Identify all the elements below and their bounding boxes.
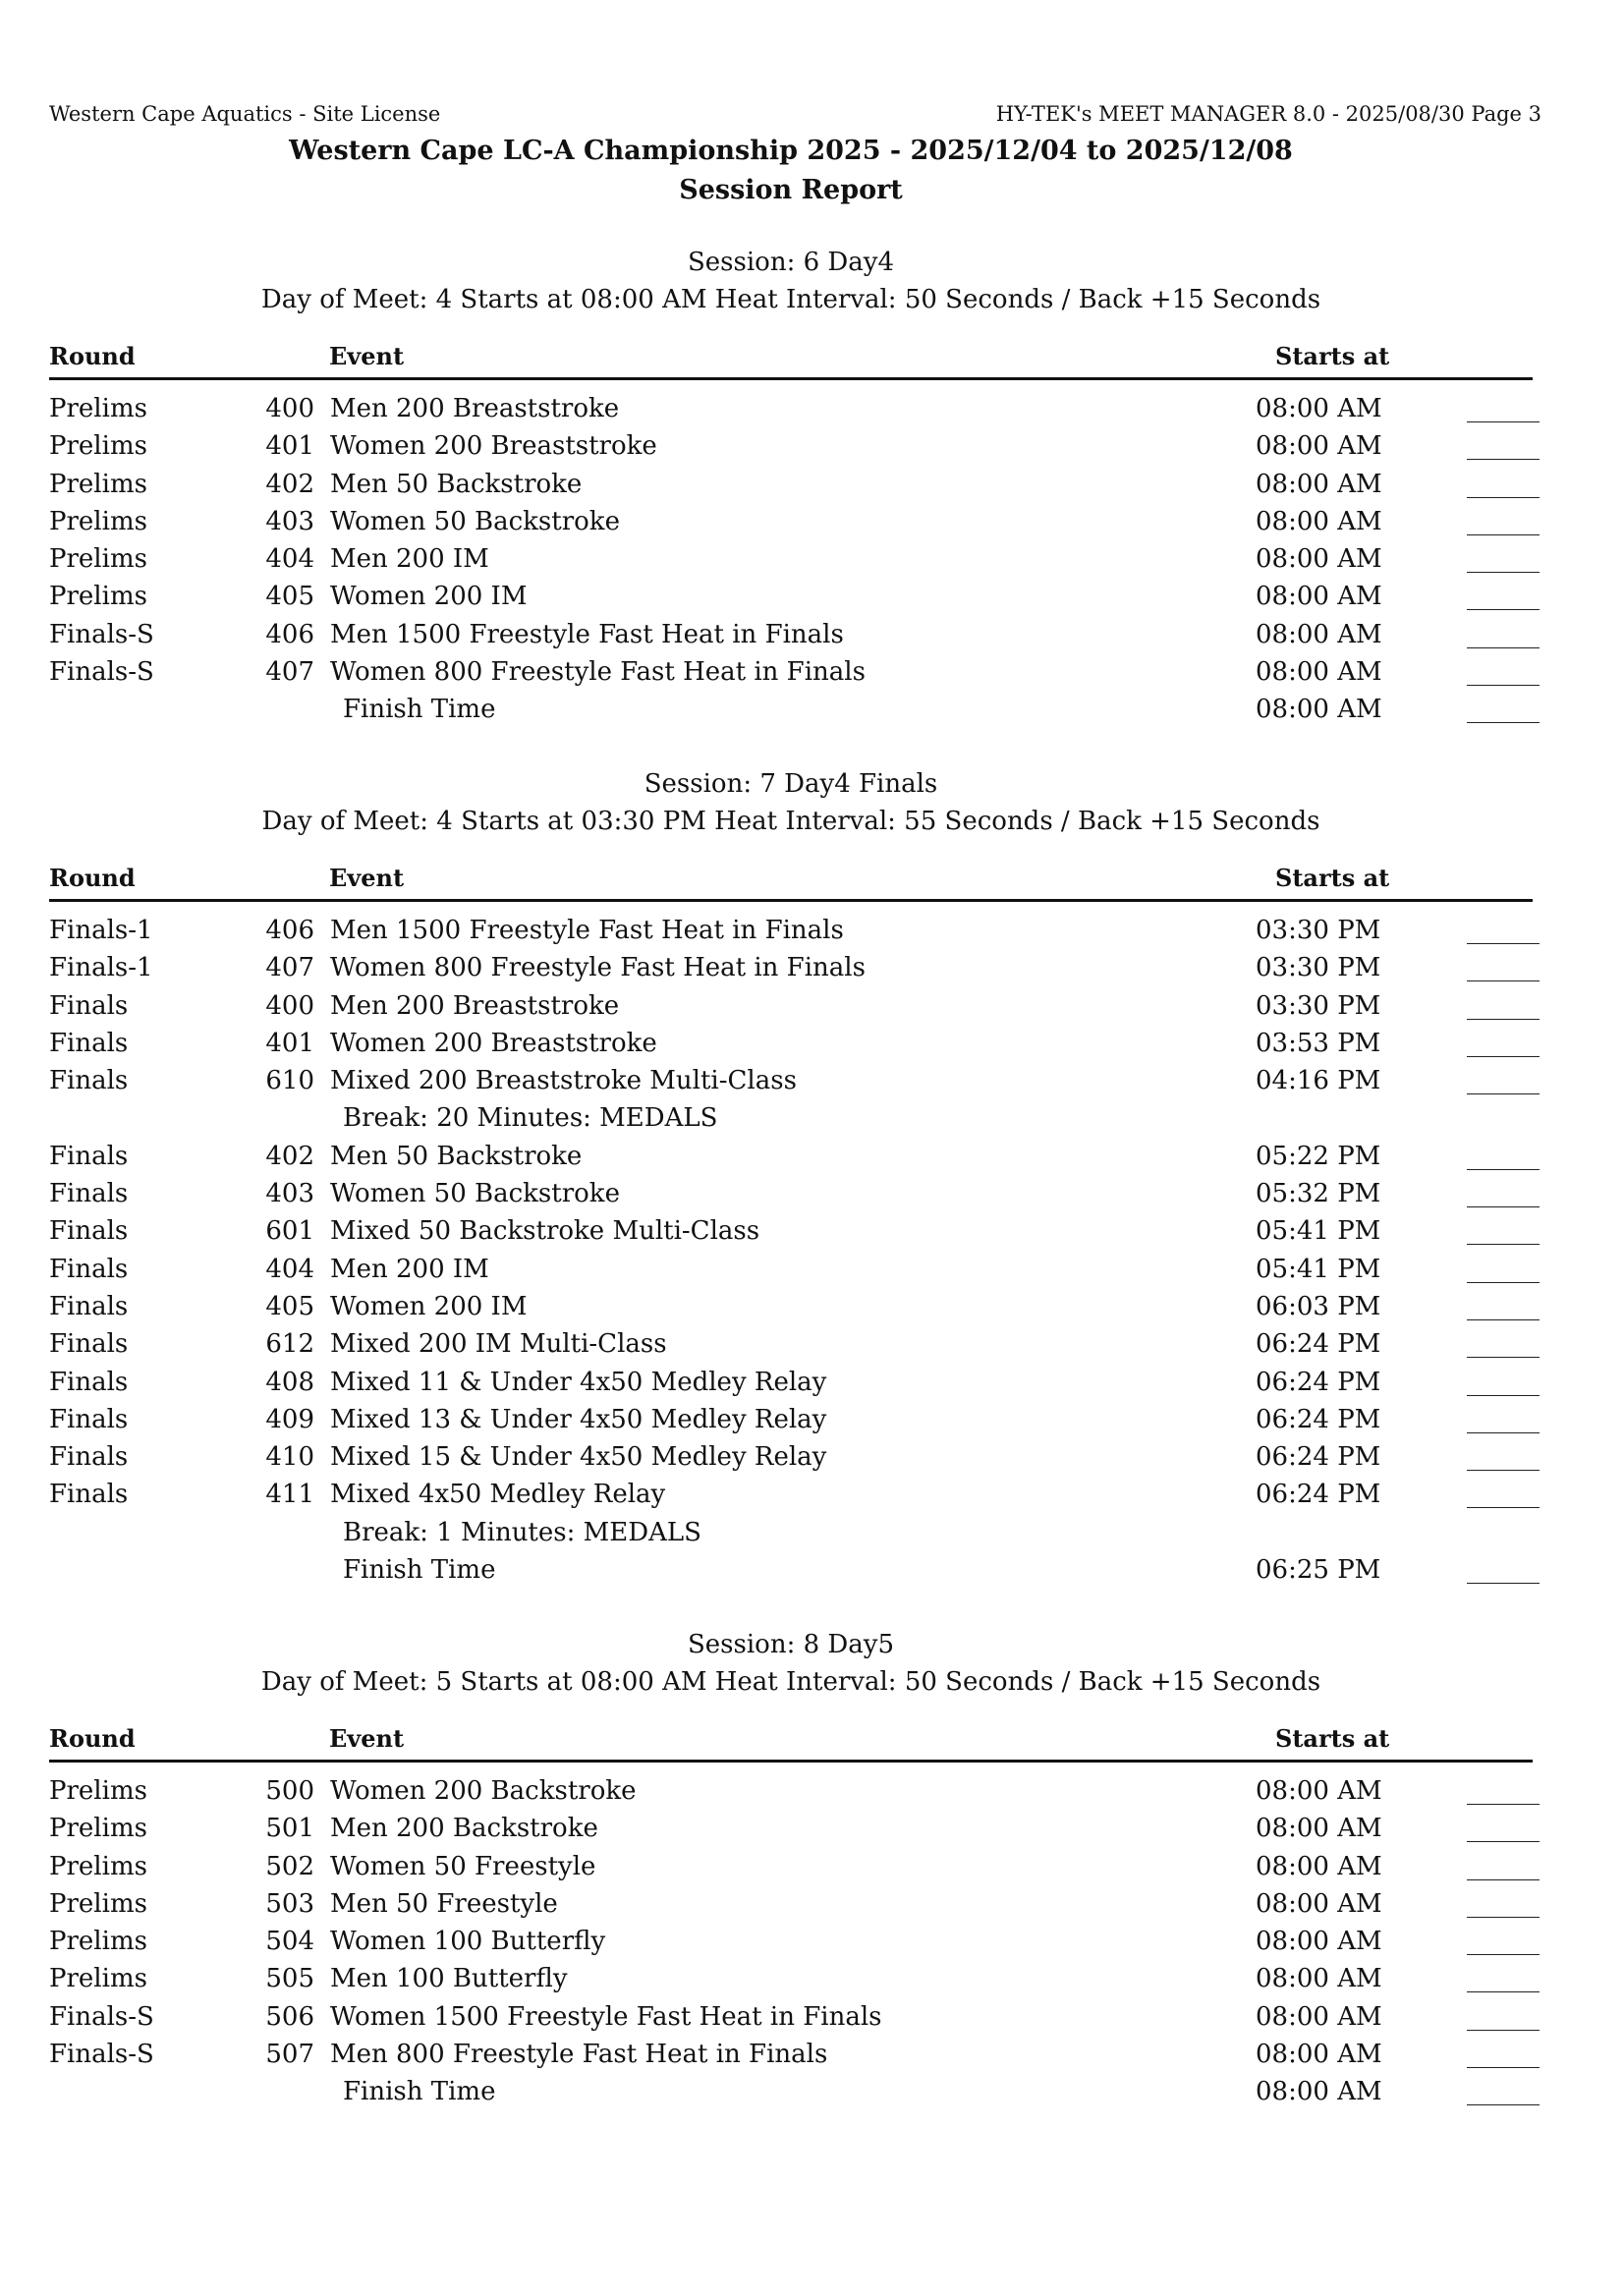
event-name-cell: Break: 20 Minutes: MEDALS <box>343 1103 718 1134</box>
event-column-header: Event <box>329 864 405 892</box>
start-time-cell: 08:00 AM <box>1256 2077 1382 2107</box>
event-number-cell: 404 <box>265 544 314 575</box>
round-cell: Prelims <box>49 506 147 536</box>
event-number-cell: 601 <box>265 1216 314 1247</box>
table-row <box>49 427 1533 465</box>
round-cell: Prelims <box>49 1776 147 1806</box>
event-number-cell: 407 <box>265 953 314 983</box>
start-time-cell: 08:00 AM <box>1256 394 1382 423</box>
table-row <box>49 949 1533 986</box>
event-name-cell: Mixed 15 & Under 4x50 Medley Relay <box>330 1442 827 1473</box>
starts-column-header: Starts at <box>1275 342 1390 370</box>
start-time-cell: 04:16 PM <box>1256 1066 1381 1096</box>
event-name-cell: Break: 1 Minutes: MEDALS <box>343 1517 701 1547</box>
check-blank <box>1467 1025 1540 1062</box>
start-time-cell: 05:41 PM <box>1256 1254 1381 1284</box>
start-time-cell: 06:24 PM <box>1256 1480 1381 1510</box>
event-number-cell: 411 <box>265 1480 314 1510</box>
table-row <box>49 1138 1533 1175</box>
event-number-cell: 402 <box>265 469 314 499</box>
event-number-cell: 506 <box>265 2001 314 2032</box>
table-row <box>49 1551 1533 1589</box>
event-name-cell: Women 200 IM <box>330 582 528 612</box>
start-time-cell: 03:30 PM <box>1256 953 1381 983</box>
event-number-cell: 406 <box>265 916 314 945</box>
event-name-cell: Women 50 Backstroke <box>330 506 620 536</box>
table-row <box>49 390 1533 427</box>
round-cell: Prelims <box>49 394 147 423</box>
start-time-cell: 08:00 AM <box>1256 1814 1382 1844</box>
round-cell: Prelims <box>49 469 147 499</box>
start-time-cell: 06:24 PM <box>1256 1367 1381 1397</box>
starts-column-header: Starts at <box>1275 1724 1390 1753</box>
event-number-cell: 502 <box>265 1851 314 1881</box>
round-cell: Finals <box>49 990 129 1021</box>
session-block <box>49 244 1533 729</box>
check-blank <box>1467 1810 1540 1847</box>
column-header <box>49 336 1533 380</box>
table-row <box>49 503 1533 540</box>
start-time-cell: 08:00 AM <box>1256 1964 1382 1994</box>
check-blank <box>1467 1848 1540 1885</box>
table-row <box>49 987 1533 1025</box>
round-cell: Finals <box>49 1329 129 1360</box>
table-row <box>49 1212 1533 1250</box>
round-cell: Finals <box>49 1066 129 1096</box>
event-name-cell: Women 800 Freestyle Fast Heat in Finals <box>330 953 866 983</box>
start-time-cell: 08:00 AM <box>1256 619 1382 649</box>
event-name-cell: Women 200 Breaststroke <box>330 431 657 462</box>
event-name-cell: Men 50 Backstroke <box>330 469 583 499</box>
start-time-cell: 08:00 AM <box>1256 1927 1382 1957</box>
check-blank <box>1467 1960 1540 1997</box>
check-blank <box>1467 1364 1540 1401</box>
start-time-cell: 08:00 AM <box>1256 469 1382 499</box>
round-cell: Finals-1 <box>49 953 153 983</box>
event-name-cell: Women 50 Freestyle <box>330 1851 596 1881</box>
table-row <box>49 466 1533 503</box>
event-number-cell: 401 <box>265 1028 314 1058</box>
start-time-cell: 06:24 PM <box>1256 1404 1381 1434</box>
session-info: Day of Meet: 4 Starts at 03:30 PM Heat Interval: 55 Seconds / Back +15 Seconds <box>261 807 1320 836</box>
starts-column-header: Starts at <box>1275 864 1390 892</box>
table-row <box>49 2073 1533 2110</box>
round-column-header: Round <box>49 342 136 370</box>
round-cell: Finals <box>49 1141 129 1171</box>
table-row <box>49 1401 1533 1438</box>
table-row <box>49 1848 1533 1885</box>
meet-title: Western Cape LC-A Championship 2025 - 2025/12/04 to 2025/12/08 <box>289 136 1293 166</box>
event-number-cell: 403 <box>265 1179 314 1209</box>
event-name-cell: Men 1500 Freestyle Fast Heat in Finals <box>330 619 844 649</box>
table-row <box>49 578 1533 615</box>
event-name-cell: Mixed 4x50 Medley Relay <box>330 1480 666 1510</box>
table-row <box>49 1960 1533 1997</box>
check-blank <box>1467 540 1540 578</box>
table-row <box>49 1364 1533 1401</box>
table-row <box>49 1438 1533 1476</box>
start-time-cell: 06:24 PM <box>1256 1329 1381 1360</box>
event-number-cell: 507 <box>265 2040 314 2070</box>
session-block <box>49 765 1533 1589</box>
event-column-header: Event <box>329 342 405 370</box>
event-number-cell: 404 <box>265 1254 314 1284</box>
event-name-cell: Men 1500 Freestyle Fast Heat in Finals <box>330 916 844 945</box>
event-name-cell: Women 200 Breaststroke <box>330 1028 657 1058</box>
event-name-cell: Men 200 IM <box>330 1254 489 1284</box>
start-time-cell: 08:00 AM <box>1256 506 1382 536</box>
event-name-cell: Men 200 Breaststroke <box>330 990 620 1021</box>
start-time-cell: 03:30 PM <box>1256 990 1381 1021</box>
check-blank <box>1467 390 1540 427</box>
check-blank <box>1467 616 1540 653</box>
event-name-cell: Finish Time <box>343 695 496 725</box>
round-cell: Finals-S <box>49 2040 154 2070</box>
round-cell: Finals <box>49 1404 129 1434</box>
event-number-cell: 505 <box>265 1964 314 1994</box>
event-name-cell: Men 200 Breaststroke <box>330 394 620 423</box>
round-cell: Prelims <box>49 1851 147 1881</box>
start-time-cell: 08:00 AM <box>1256 2001 1382 2032</box>
round-cell: Prelims <box>49 1888 147 1919</box>
event-number-cell: 410 <box>265 1442 314 1473</box>
session-info: Day of Meet: 4 Starts at 08:00 AM Heat Interval: 50 Seconds / Back +15 Seconds <box>260 285 1321 314</box>
table-row <box>49 1772 1533 1810</box>
check-blank <box>1467 578 1540 615</box>
check-blank <box>1467 912 1540 949</box>
check-blank <box>1467 1251 1540 1288</box>
start-time-cell: 08:00 AM <box>1256 2040 1382 2070</box>
round-cell: Finals <box>49 1291 129 1321</box>
round-cell: Finals <box>49 1442 129 1473</box>
header-software-page: HY-TEK's MEET MANAGER 8.0 - 2025/08/30 Page 3 <box>995 102 1541 126</box>
session-title: Session: 6 Day4 <box>687 248 894 277</box>
round-cell: Prelims <box>49 1814 147 1844</box>
table-row <box>49 912 1533 949</box>
check-blank <box>1467 1551 1540 1589</box>
table-row <box>49 2036 1533 2073</box>
table-row <box>49 1025 1533 1062</box>
check-blank <box>1467 1772 1540 1810</box>
event-name-cell: Finish Time <box>343 1555 496 1586</box>
start-time-cell: 05:22 PM <box>1256 1141 1381 1171</box>
table-row <box>49 1923 1533 1960</box>
round-cell: Finals-S <box>49 619 154 649</box>
check-blank <box>1467 1885 1540 1923</box>
start-time-cell: 06:25 PM <box>1256 1555 1381 1586</box>
start-time-cell: 06:03 PM <box>1256 1291 1381 1321</box>
column-header <box>49 858 1533 902</box>
check-blank <box>1467 653 1540 691</box>
check-blank <box>1467 1138 1540 1175</box>
check-blank <box>1467 1212 1540 1250</box>
table-row <box>49 1325 1533 1363</box>
session-block <box>49 1626 1533 2111</box>
check-blank <box>1467 466 1540 503</box>
report-title: Session Report <box>679 175 903 205</box>
table-row <box>49 653 1533 691</box>
start-time-cell: 05:41 PM <box>1256 1216 1381 1247</box>
table-row <box>49 1288 1533 1325</box>
event-name-cell: Women 100 Butterfly <box>330 1927 606 1957</box>
table-row <box>49 1476 1533 1513</box>
event-number-cell: 408 <box>265 1367 314 1397</box>
event-number-cell: 610 <box>265 1066 314 1096</box>
check-blank <box>1467 691 1540 728</box>
event-number-cell: 405 <box>265 1291 314 1321</box>
check-blank <box>1467 2073 1540 2110</box>
check-blank <box>1467 1175 1540 1212</box>
event-name-cell: Men 800 Freestyle Fast Heat in Finals <box>330 2040 828 2070</box>
event-name-cell: Men 200 Backstroke <box>330 1814 598 1844</box>
start-time-cell: 03:53 PM <box>1256 1028 1381 1058</box>
event-name-cell: Finish Time <box>343 2077 496 2107</box>
start-time-cell: 08:00 AM <box>1256 431 1382 462</box>
event-number-cell: 501 <box>265 1814 314 1844</box>
event-name-cell: Men 50 Backstroke <box>330 1141 583 1171</box>
event-number-cell: 401 <box>265 431 314 462</box>
event-column-header: Event <box>329 1724 405 1753</box>
table-row <box>49 1062 1533 1099</box>
event-number-cell: 409 <box>265 1404 314 1434</box>
event-number-cell: 403 <box>265 506 314 536</box>
session-info: Day of Meet: 5 Starts at 08:00 AM Heat Interval: 50 Seconds / Back +15 Seconds <box>260 1667 1321 1697</box>
start-time-cell: 05:32 PM <box>1256 1179 1381 1209</box>
check-blank <box>1467 1325 1540 1363</box>
check-blank <box>1467 1998 1540 2036</box>
check-blank <box>1467 949 1540 986</box>
start-time-cell: 06:24 PM <box>1256 1442 1381 1473</box>
start-time-cell: 08:00 AM <box>1256 1851 1382 1881</box>
round-cell: Finals-S <box>49 657 154 688</box>
round-cell: Finals-S <box>49 2001 154 2032</box>
event-number-cell: 612 <box>265 1329 314 1360</box>
table-row <box>49 616 1533 653</box>
event-name-cell: Women 200 IM <box>330 1291 528 1321</box>
round-cell: Finals <box>49 1367 129 1397</box>
round-cell: Finals <box>49 1254 129 1284</box>
check-blank <box>1467 1401 1540 1438</box>
event-list <box>49 912 1533 1589</box>
event-number-cell: 400 <box>265 990 314 1021</box>
event-name-cell: Mixed 11 & Under 4x50 Medley Relay <box>330 1367 827 1397</box>
event-name-cell: Mixed 200 Breaststroke Multi-Class <box>330 1066 797 1096</box>
event-list <box>49 1772 1533 2111</box>
event-number-cell: 503 <box>265 1888 314 1919</box>
round-cell: Prelims <box>49 431 147 462</box>
check-blank <box>1467 503 1540 540</box>
table-row <box>49 1810 1533 1847</box>
round-column-header: Round <box>49 864 136 892</box>
event-list <box>49 390 1533 729</box>
event-name-cell: Women 800 Freestyle Fast Heat in Finals <box>330 657 866 688</box>
round-cell: Finals <box>49 1028 129 1058</box>
table-row <box>49 1998 1533 2036</box>
event-name-cell: Mixed 200 IM Multi-Class <box>330 1329 667 1360</box>
table-row <box>49 1514 1533 1551</box>
start-time-cell: 08:00 AM <box>1256 1776 1382 1806</box>
round-cell: Finals <box>49 1216 129 1247</box>
event-name-cell: Men 200 IM <box>330 544 489 575</box>
table-row <box>49 1885 1533 1923</box>
session-title: Session: 8 Day5 <box>687 1630 894 1659</box>
check-blank <box>1467 1438 1540 1476</box>
table-row <box>49 1175 1533 1212</box>
start-time-cell: 03:30 PM <box>1256 916 1381 945</box>
check-blank <box>1467 2036 1540 2073</box>
round-cell: Prelims <box>49 544 147 575</box>
session-title: Session: 7 Day4 Finals <box>644 769 938 799</box>
event-name-cell: Women 1500 Freestyle Fast Heat in Finals <box>330 2001 882 2032</box>
round-cell: Finals-1 <box>49 916 153 945</box>
check-blank <box>1467 1288 1540 1325</box>
event-number-cell: 407 <box>265 657 314 688</box>
check-blank <box>1467 1476 1540 1513</box>
round-cell: Prelims <box>49 1964 147 1994</box>
check-blank <box>1467 987 1540 1025</box>
event-number-cell: 500 <box>265 1776 314 1806</box>
round-cell: Prelims <box>49 1927 147 1957</box>
table-row <box>49 1251 1533 1288</box>
start-time-cell: 08:00 AM <box>1256 695 1382 725</box>
event-name-cell: Women 50 Backstroke <box>330 1179 620 1209</box>
start-time-cell: 08:00 AM <box>1256 582 1382 612</box>
event-name-cell: Mixed 50 Backstroke Multi-Class <box>330 1216 760 1247</box>
column-header <box>49 1718 1533 1763</box>
event-number-cell: 406 <box>265 619 314 649</box>
event-name-cell: Men 100 Butterfly <box>330 1964 568 1994</box>
header-site-license: Western Cape Aquatics - Site License <box>49 102 441 126</box>
check-blank <box>1467 1062 1540 1099</box>
start-time-cell: 08:00 AM <box>1256 1888 1382 1919</box>
event-number-cell: 504 <box>265 1927 314 1957</box>
start-time-cell: 08:00 AM <box>1256 544 1382 575</box>
event-name-cell: Men 50 Freestyle <box>330 1888 558 1919</box>
table-row <box>49 1099 1533 1137</box>
table-row <box>49 691 1533 728</box>
event-number-cell: 405 <box>265 582 314 612</box>
round-column-header: Round <box>49 1724 136 1753</box>
event-number-cell: 402 <box>265 1141 314 1171</box>
round-cell: Finals <box>49 1480 129 1510</box>
check-blank <box>1467 1923 1540 1960</box>
start-time-cell: 08:00 AM <box>1256 657 1382 688</box>
round-cell: Prelims <box>49 582 147 612</box>
event-number-cell: 400 <box>265 394 314 423</box>
table-row <box>49 540 1533 578</box>
event-name-cell: Women 200 Backstroke <box>330 1776 637 1806</box>
round-cell: Finals <box>49 1179 129 1209</box>
event-name-cell: Mixed 13 & Under 4x50 Medley Relay <box>330 1404 827 1434</box>
check-blank <box>1467 427 1540 465</box>
